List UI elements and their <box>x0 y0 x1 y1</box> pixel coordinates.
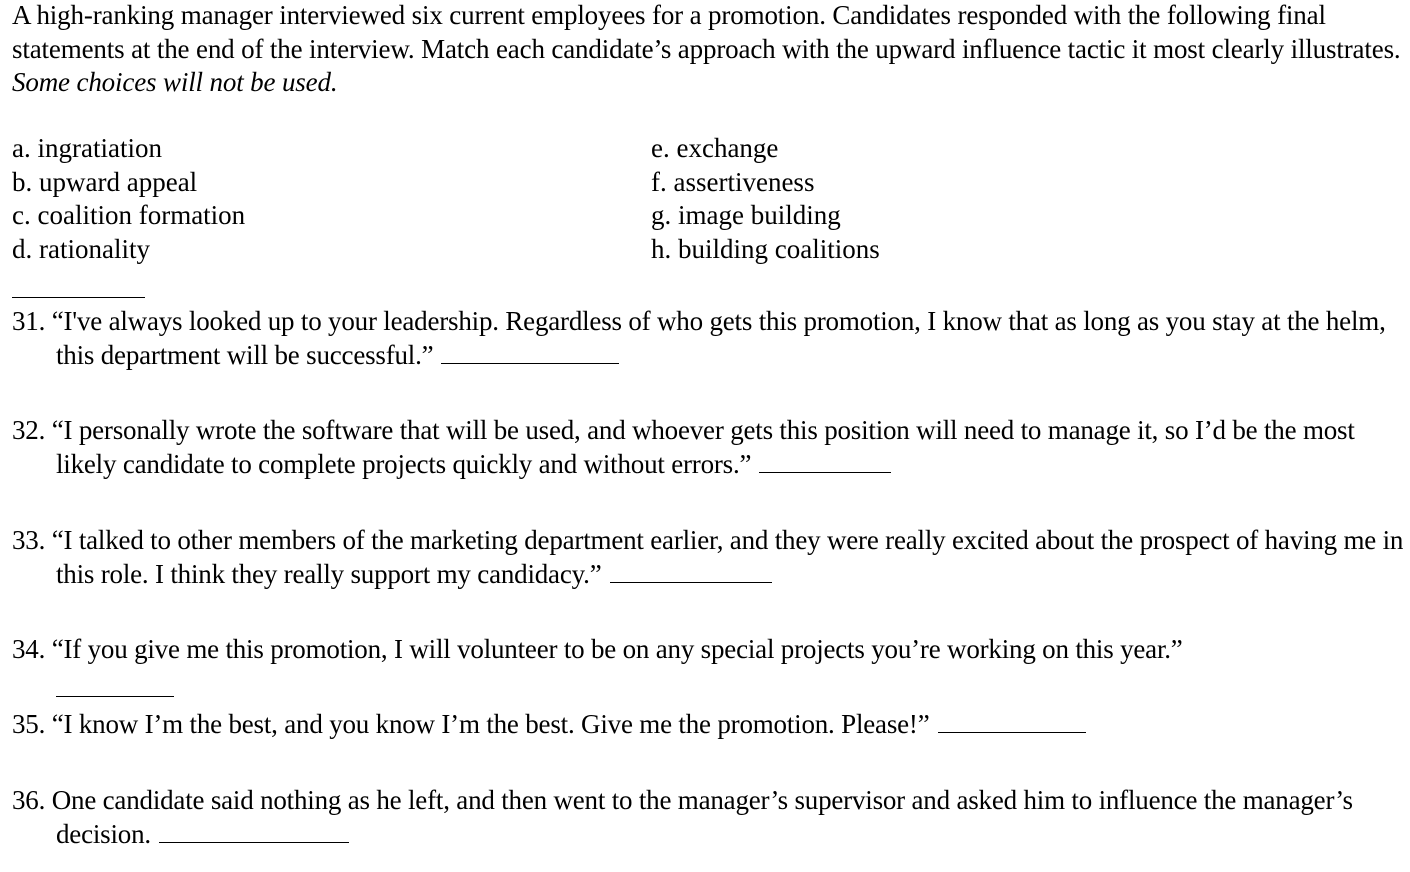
question-number: 36. <box>12 785 46 815</box>
question-number: 33. <box>12 525 46 555</box>
answer-choices <box>12 132 1404 272</box>
choice-h: h. building coalitions <box>651 233 880 264</box>
question-text: “I personally wrote the software that will be used, and whoever gets this position will need to manage it, so I’d be the most likely candidate to complete projects quickly and without errors.” <box>51 415 1355 479</box>
question-number: 34. <box>12 634 46 664</box>
question-36 <box>12 784 1404 851</box>
choice-g: g. image building <box>651 200 841 230</box>
answer-blank-35[interactable] <box>938 732 1086 733</box>
question-number: 31. <box>12 306 46 336</box>
choice-b: b. upward appeal <box>12 166 198 197</box>
choices-right-column <box>651 132 880 266</box>
answer-blank-32[interactable] <box>759 472 891 473</box>
answer-blank-line[interactable] <box>12 297 145 298</box>
instructions <box>12 0 1404 100</box>
question-text: “I've always looked up to your leadership. Regardless of who gets this promotion, I know that as long as you stay at the helm, this department will be successful.” <box>51 306 1386 370</box>
choice-f: f. assertiveness <box>651 166 815 197</box>
question-text: “If you give me this promotion, I will volunteer to be on any special projects you’re working on this year.” <box>51 634 1183 664</box>
instructions-note: Some choices will not be used. <box>12 67 338 97</box>
question-number: 32. <box>12 415 46 445</box>
question-text: One candidate said nothing as he left, and then went to the manager’s supervisor and asked him to influence the manager’s decision. <box>51 785 1353 849</box>
question-35 <box>12 708 1404 742</box>
question-34 <box>12 633 1404 667</box>
question-31 <box>12 305 1404 372</box>
choice-e: e. exchange <box>651 133 779 163</box>
question-text: “I know I’m the best, and you know I’m the best. Give me the promotion. Please!” <box>51 709 930 739</box>
choice-d: d. rationality <box>12 233 150 264</box>
question-number: 35. <box>12 709 46 739</box>
question-33 <box>12 524 1404 591</box>
answer-blank-31[interactable] <box>441 363 619 364</box>
choice-a: a. ingratiation <box>12 133 162 163</box>
choices-left-column <box>12 132 245 266</box>
answer-blank-34[interactable] <box>56 696 174 697</box>
answer-blank-33[interactable] <box>610 582 772 583</box>
question-text: “I talked to other members of the marketing department earlier, and they were really excited about the prospect of having me in this role. I think they really support my candidacy.” <box>51 525 1404 589</box>
question-32 <box>12 414 1404 481</box>
choice-c: c. coalition formation <box>12 200 246 230</box>
answer-blank-36[interactable] <box>159 842 349 843</box>
instructions-text: A high-ranking manager interviewed six current employees for a promotion. Candidates responded with the following final statements at the end of the interview. Match each candidate’s approach with the upward influence tactic it most clearly illustrates. <box>12 0 1401 64</box>
